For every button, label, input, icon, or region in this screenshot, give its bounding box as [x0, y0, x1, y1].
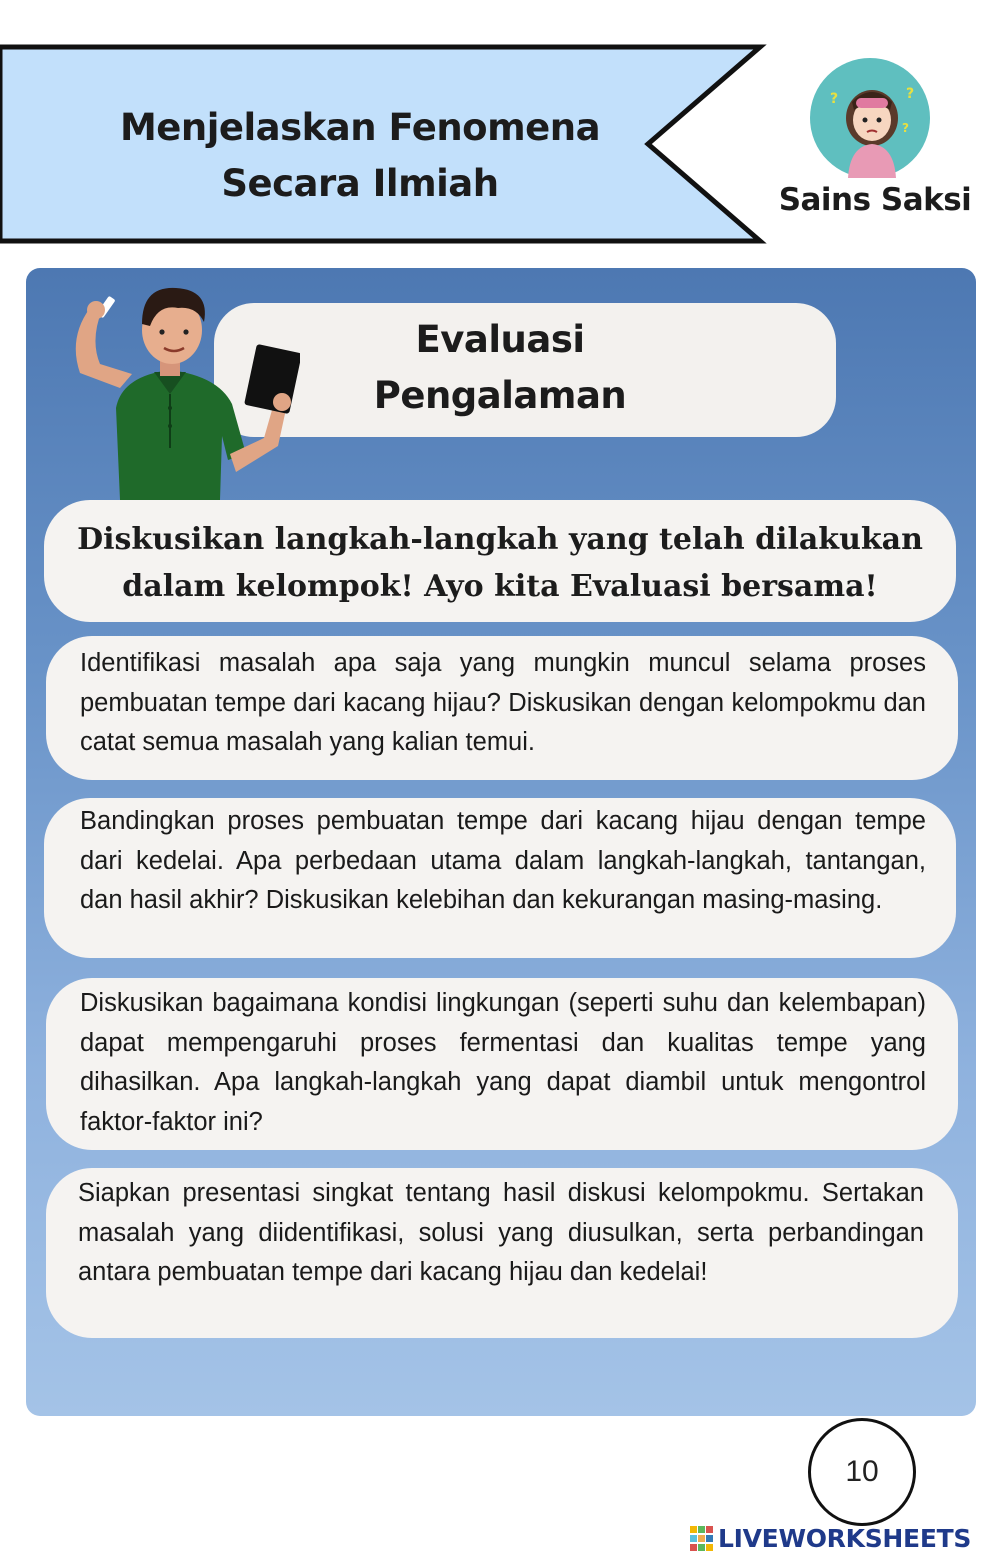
- confused-girl-icon: [810, 58, 930, 178]
- section-title-line2: Pengalaman: [373, 374, 627, 417]
- teacher-illustration: [50, 278, 300, 500]
- question-1-text: Identifikasi masalah apa saja yang mungkin muncul selama proses pembuatan tempe dari kacang hijau? Diskusikan dengan kelompokmu dan catat semua masalah yang kalian temui.: [80, 649, 926, 756]
- header-banner: [0, 44, 770, 244]
- question-3-text: Diskusikan bagaimana kondisi lingkungan (seperti suhu dan kelembapan) dapat mempengaruhi proses fermentasi dan kualitas tempe yang dihasilkan. Apa langkah-langkah yang dapat diambil untuk mengontrol faktor-faktor ini?: [80, 989, 926, 1136]
- sains-saksi-logo: [770, 58, 990, 228]
- section-title-line1: Evaluasi: [415, 318, 585, 361]
- intro-instruction: [70, 516, 930, 610]
- page-title-line2: Secara Ilmiah: [221, 162, 499, 205]
- page-title-line1: Menjelaskan Fenomena: [119, 106, 601, 149]
- liveworksheets-logo-icon: [690, 1526, 714, 1552]
- svg-text:?: ?: [902, 121, 909, 135]
- svg-text:?: ?: [830, 91, 839, 107]
- intro-line2: dalam kelompok! Ayo kita Evaluasi bersama!: [122, 569, 878, 604]
- page-number: 10: [808, 1418, 916, 1526]
- liveworksheets-brand[interactable]: [690, 1522, 990, 1556]
- svg-text:?: ?: [906, 86, 915, 102]
- question-4-text: Siapkan presentasi singkat tentang hasil diskusi kelompokmu. Sertakan masalah yang diidentifikasi, solusi yang diusulkan, serta perbandingan antara pembuatan tempe dari kacang hijau dan kedelai!: [78, 1179, 924, 1286]
- page-title: [60, 100, 660, 212]
- section-title: [300, 312, 700, 424]
- logo-circle: [810, 58, 930, 178]
- logo-text: Sains Saksi: [778, 182, 972, 218]
- intro-line1: Diskusikan langkah-langkah yang telah dilakukan: [77, 522, 923, 557]
- question-2-text: Bandingkan proses pembuatan tempe dari kacang hijau dengan tempe dari kedelai. Apa perbedaan utama dalam langkah-langkah, tantangan, dan hasil akhir? Diskusikan kelebihan dan kekurangan masing-masing.: [80, 807, 926, 914]
- liveworksheets-text: LIVEWORKSHEETS: [718, 1524, 972, 1553]
